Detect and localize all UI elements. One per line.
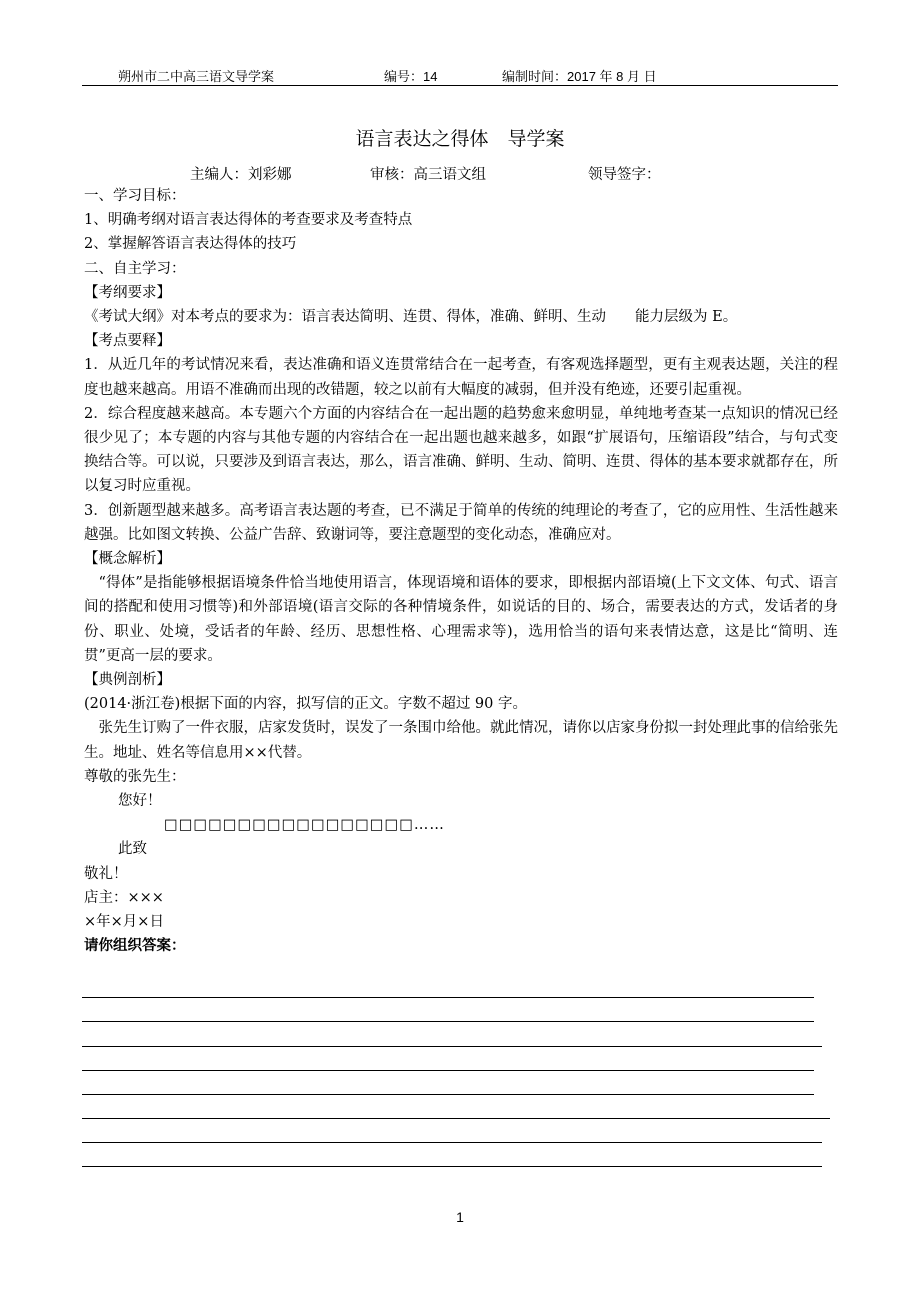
header-rule bbox=[82, 85, 838, 86]
letter-placeholder-boxes: □□□□□□□□□□□□□□□□□…… bbox=[164, 817, 445, 834]
example-body: 张先生订购了一件衣服，店家发货时，误发了一条围巾给他。就此情况，请你以店家身份拟一封处理此事的信给张先生。地址、姓名等信息用××代替。 bbox=[84, 720, 838, 761]
answer-line[interactable] bbox=[82, 1046, 822, 1047]
letter-hello: 您好！ bbox=[118, 793, 162, 810]
answer-line[interactable] bbox=[82, 1166, 822, 1167]
point-paragraph: 3．创新题型越来越多。高考语言表达题的考查，已不满足于简单的传统的纯理论的考查了，它的应用性、生活性越来越强。比如图文转换、公益广告辞、致谢词等，要注意题型的变化动态，准确应对。 bbox=[84, 502, 838, 543]
outline-text: 《考试大纲》对本考点的要求为：语言表达简明、连贯、得体，准确、鲜明、生动 能力层级为 E。 bbox=[84, 309, 738, 326]
answer-line[interactable] bbox=[82, 1142, 822, 1143]
goal-item: 1、明确考纲对语言表达得体的考查要求及考查特点 bbox=[84, 212, 413, 229]
letter-jingli: 敬礼！ bbox=[84, 865, 128, 882]
letter-date: ×年×月×日 bbox=[84, 914, 164, 931]
letter-owner: 店主：××× bbox=[84, 889, 164, 906]
letter-greeting: 尊敬的张先生： bbox=[84, 768, 186, 785]
answer-line[interactable] bbox=[82, 1094, 814, 1095]
subheading-outline: 【考纲要求】 bbox=[84, 284, 171, 301]
document-body bbox=[84, 184, 838, 959]
section-heading: 一、学习目标： bbox=[84, 188, 186, 204]
subheading-example: 【典例剖析】 bbox=[84, 672, 171, 689]
letter-cizhi: 此致 bbox=[118, 841, 147, 858]
point-paragraph: 2．综合程度越来越高。本专题六个方面的内容结合在一起出题的趋势愈来愈明显，单纯地考查某一点知识的情况已经很少见了；本专题的内容与其他专题的内容结合在一起出题也越来越多，如跟“扩展语句，压缩语段”结合，与句式变换结合等。可以说，只要涉及到语言表达，那么，语言准确、鲜明、生动、简明、连贯、得体的基本要求就都存在，所以复习时应重视。 bbox=[84, 405, 838, 495]
answer-line[interactable] bbox=[82, 1070, 814, 1071]
meta-reviewer: 审核：高三语文组 bbox=[370, 167, 486, 183]
header-date: 编制时间：2017 年 8 月 日 bbox=[502, 69, 657, 84]
concept-paragraph: “得体”是指能够根据语境条件恰当地使用语言，体现语境和语体的要求，即根据内部语境(上下文文体、句式、语言间的搭配和使用习惯等)和外部语境(语言交际的各种情境条件，如说话的目的、场合，需要表达的方式，发话者的身份、职业、处境，受话者的年龄、经历、思想性格、心理需求等)，选用恰当的语句来表情达意，这是比“简明、连贯”更高一层的要求。 bbox=[84, 575, 838, 664]
header-number: 编号：14 bbox=[384, 69, 438, 84]
goal-item: 2、掌握解答语言表达得体的技巧 bbox=[84, 236, 297, 253]
section-heading: 二、自主学习： bbox=[84, 260, 186, 277]
header-school: 朔州市二中高三语文导学案 bbox=[118, 69, 275, 84]
subheading-points: 【考点要释】 bbox=[84, 333, 171, 350]
meta-leader-signature: 领导签字： bbox=[588, 167, 661, 183]
page-number: 1 bbox=[456, 1209, 464, 1225]
point-paragraph: 1．从近几年的考试情况来看，表达准确和语义连贯常结合在一起考查，有客观选择题型，更有主观表达题，关注的程度也越来越高。用语不准确而出现的改错题，较之以前有大幅度的减弱，但并没有绝迹，还要引起重视。 bbox=[84, 357, 838, 398]
answer-line[interactable] bbox=[82, 1118, 830, 1119]
subheading-concept: 【概念解析】 bbox=[84, 551, 171, 568]
example-question: (2014·浙江卷)根据下面的内容，拟写信的正文。字数不超过 90 字。 bbox=[84, 696, 527, 713]
answer-line[interactable] bbox=[82, 997, 814, 998]
answer-prompt: 请你组织答案： bbox=[84, 938, 186, 955]
answer-line[interactable] bbox=[82, 1021, 814, 1022]
page-title: 语言表达之得体 导学案 bbox=[355, 128, 565, 150]
meta-editor: 主编人：刘彩娜 bbox=[190, 167, 292, 183]
